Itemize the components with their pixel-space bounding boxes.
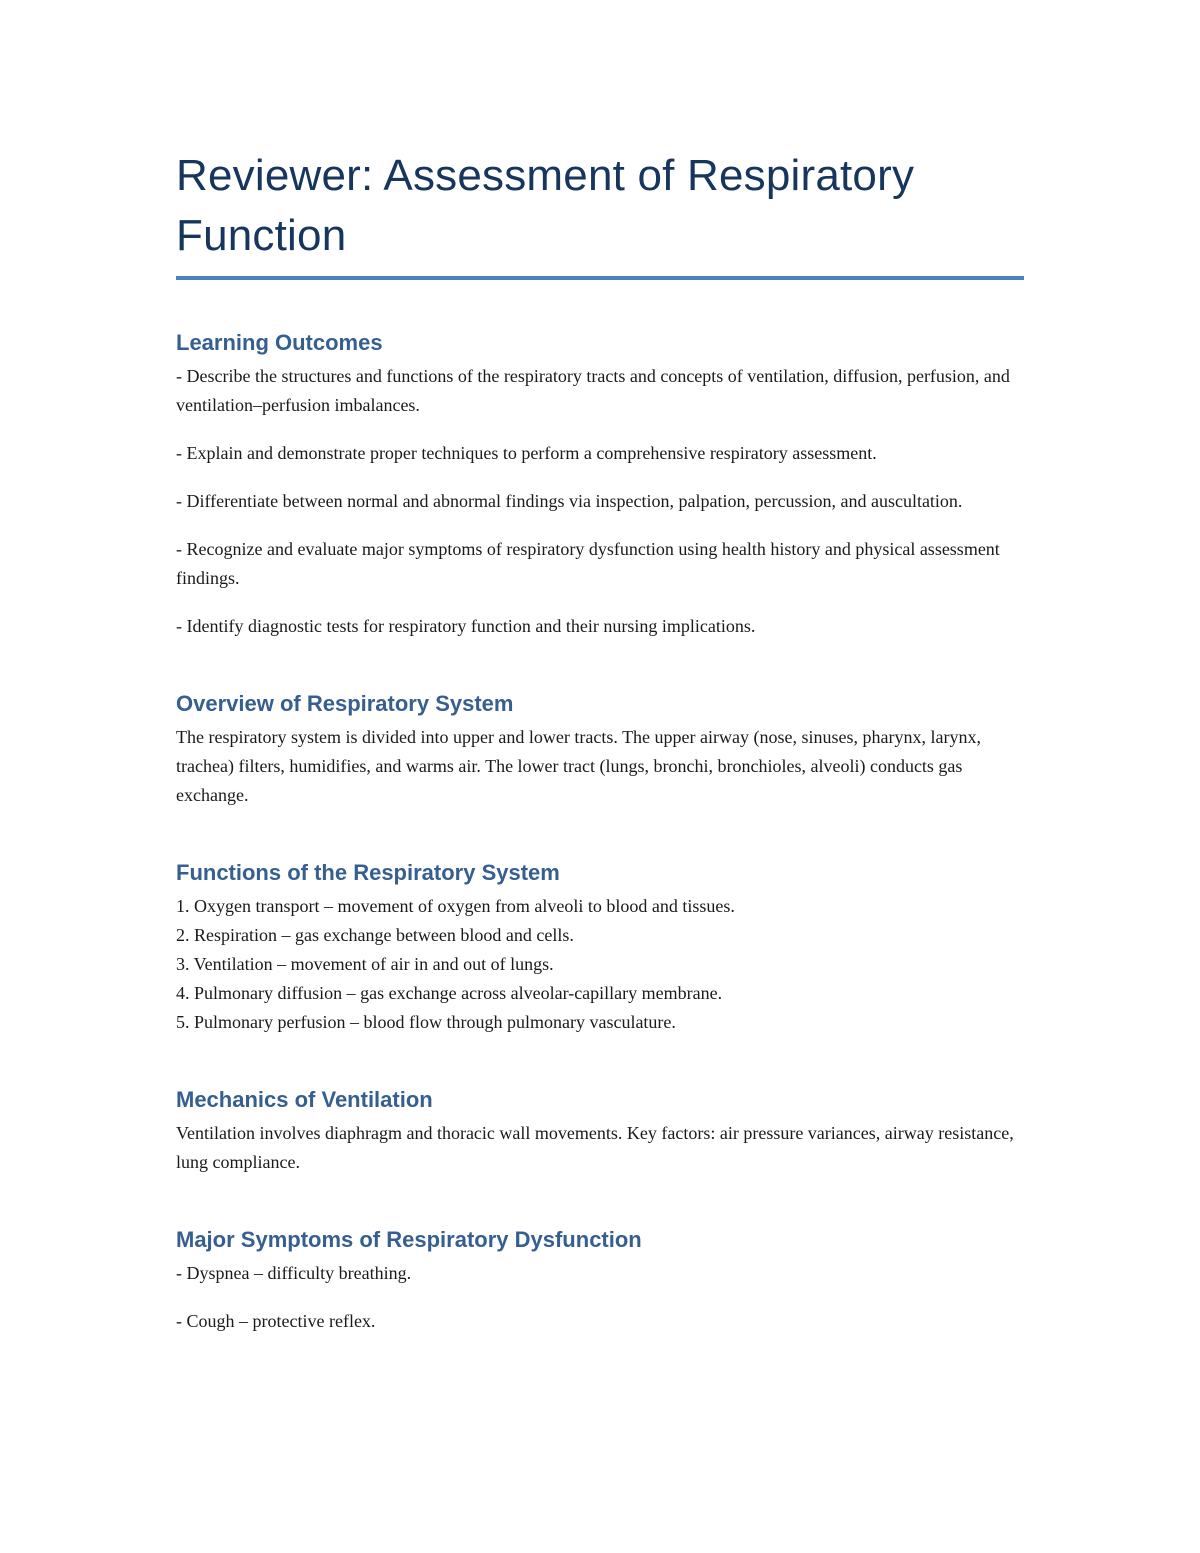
function-item: 2. Respiration – gas exchange between blood and cells.	[176, 925, 574, 945]
title-line-2: Function	[176, 211, 347, 260]
function-item: 5. Pulmonary perfusion – blood flow through pulmonary vasculature.	[176, 1012, 676, 1032]
document-title	[176, 146, 1024, 266]
symptom-item: - Cough – protective reflex.	[176, 1311, 376, 1331]
functions-section	[176, 858, 1024, 1037]
outcome-item: - Recognize and evaluate major symptoms of respiratory dysfunction using health history and physical assessment findings.	[176, 539, 1000, 588]
function-item: 4. Pulmonary diffusion – gas exchange across alveolar-capillary membrane.	[176, 983, 723, 1003]
learning-outcomes-heading: Learning Outcomes	[176, 330, 383, 355]
symptom-item: - Dyspnea – difficulty breathing.	[176, 1263, 412, 1283]
mechanics-section	[176, 1085, 1024, 1177]
outcome-item: - Differentiate between normal and abnormal findings via inspection, palpation, percussion, and auscultation.	[176, 491, 963, 511]
mechanics-heading: Mechanics of Ventilation	[176, 1087, 433, 1112]
function-item: 1. Oxygen transport – movement of oxygen from alveoli to blood and tissues.	[176, 896, 735, 916]
overview-section	[176, 689, 1024, 810]
functions-heading: Functions of the Respiratory System	[176, 860, 560, 885]
document-content	[176, 146, 1024, 1355]
function-item: 3. Ventilation – movement of air in and out of lungs.	[176, 954, 554, 974]
title-line-1: Reviewer: Assessment of Respiratory	[176, 151, 915, 200]
mechanics-text: Ventilation involves diaphragm and thoracic wall movements. Key factors: air pressure variances, airway resistance, lung compliance.	[176, 1123, 1014, 1172]
overview-heading: Overview of Respiratory System	[176, 691, 514, 716]
title-underline	[176, 276, 1024, 280]
symptoms-heading: Major Symptoms of Respiratory Dysfunction	[176, 1227, 642, 1252]
outcome-item: - Describe the structures and functions of the respiratory tracts and concepts of ventilation, diffusion, perfusion, and ventilation–perfusion imbalances.	[176, 366, 1010, 415]
learning-outcomes-section	[176, 328, 1024, 641]
symptoms-section	[176, 1225, 1024, 1336]
outcome-item: - Identify diagnostic tests for respiratory function and their nursing implications.	[176, 616, 756, 636]
overview-text: The respiratory system is divided into upper and lower tracts. The upper airway (nose, sinuses, pharynx, larynx, trachea) filters, humidifies, and warms air. The lower tract (lungs, bronchi, bronchioles, alveoli) conducts gas exchange.	[176, 727, 981, 805]
outcome-item: - Explain and demonstrate proper techniques to perform a comprehensive respiratory assessment.	[176, 443, 877, 463]
